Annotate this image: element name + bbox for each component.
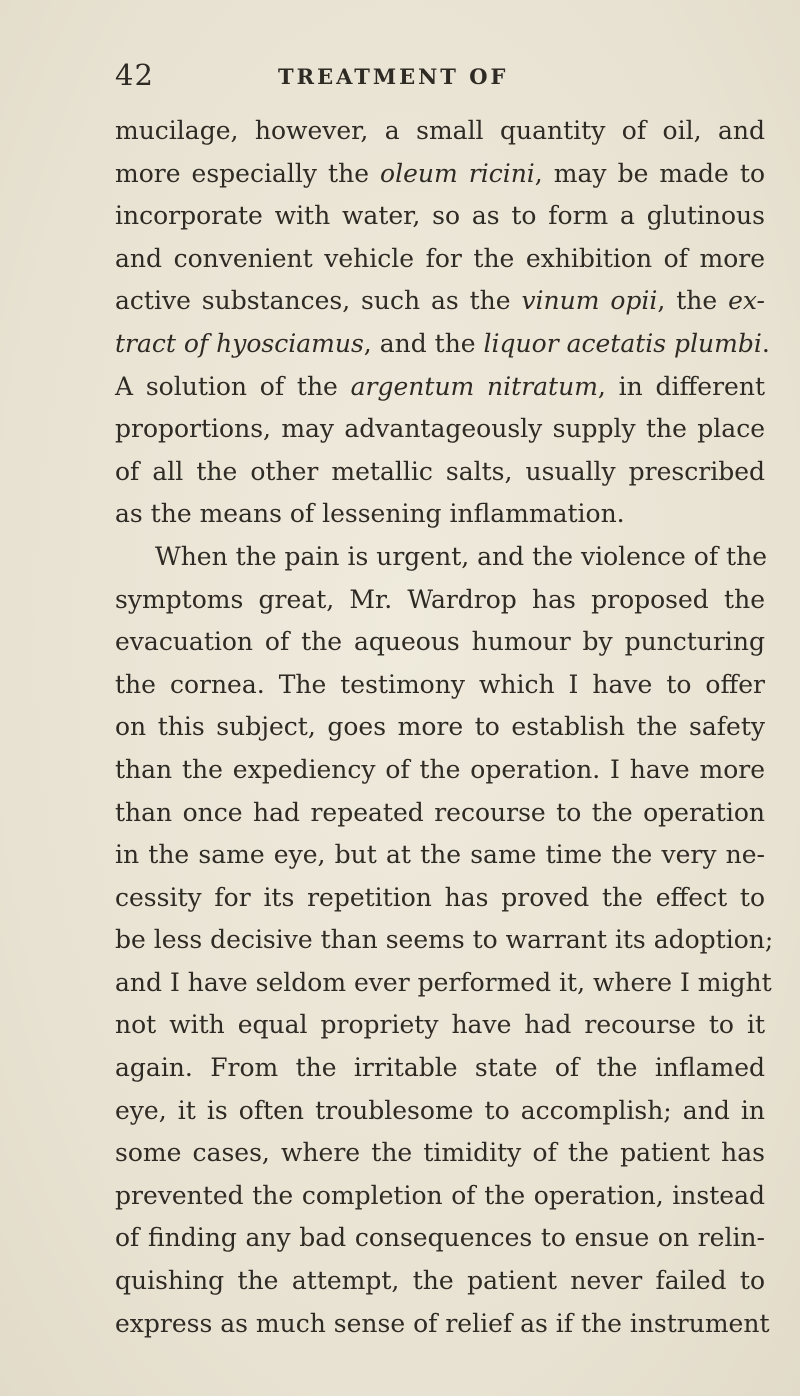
text-line: [115, 1260, 765, 1303]
text-line: [115, 1175, 765, 1218]
text-run: the cornea. The testimony which I have to offer: [115, 669, 765, 699]
italic-run: vinum opii: [521, 286, 658, 316]
italic-run: ex-: [728, 286, 765, 316]
text-run: prevented the completion of the operation, instead: [115, 1180, 765, 1210]
body-text: [115, 110, 774, 1345]
text-line: [115, 1132, 765, 1175]
text-run: evacuation of the aqueous humour by puncturing: [115, 627, 765, 657]
text-run: quishing the attempt, the patient never failed to: [115, 1266, 765, 1296]
text-run: as the means of lessening inflammation.: [115, 499, 625, 529]
text-run: active substances, such as the: [115, 286, 522, 316]
italic-run: oleum ricini: [380, 158, 535, 188]
text-line: [115, 493, 765, 536]
text-run: on this subject, goes more to establish the safety: [115, 712, 765, 742]
text-line: [115, 749, 765, 792]
text-line: [115, 877, 765, 920]
text-line: [115, 195, 765, 238]
text-line: [115, 834, 765, 877]
text-line: [115, 962, 772, 1005]
text-run: more especially the: [115, 158, 381, 188]
text-line: [115, 280, 765, 323]
text-run: mucilage, however, a small quantity of oil, and: [115, 116, 765, 145]
text-line: [115, 1303, 770, 1346]
page-number: 42: [115, 58, 154, 92]
text-line: [115, 664, 765, 707]
text-line: [115, 536, 765, 579]
text-line: [115, 110, 765, 153]
text-run: be less decisive than seems to warrant its adoption;: [115, 925, 774, 955]
text-line: [115, 919, 774, 962]
text-line: [115, 1090, 765, 1133]
italic-run: argentum nitratum: [350, 371, 598, 401]
text-line: [115, 153, 765, 196]
text-run: symptoms great, Mr. Wardrop has proposed the: [115, 584, 765, 614]
text-run: than the expediency of the operation. I have more: [115, 754, 765, 784]
italic-run: tract of hyosciamus: [115, 328, 364, 358]
text-run: A solution of the: [115, 371, 351, 401]
text-run: of all the other metallic salts, usually prescribed: [115, 456, 765, 486]
text-run: and I have seldom ever performed it, where I might: [115, 967, 772, 997]
text-run: , in different: [597, 371, 765, 401]
text-line: [115, 621, 765, 664]
text-run: some cases, where the timidity of the patient has: [115, 1138, 765, 1168]
text-line: [115, 792, 765, 835]
text-line: [115, 238, 765, 281]
text-run: express as much sense of relief as if the instrument: [115, 1308, 770, 1338]
text-line: [115, 706, 765, 749]
text-run: of finding any bad consequences to ensue on relin-: [115, 1223, 765, 1253]
text-line: [115, 366, 765, 409]
text-run: When the pain is urgent, and the violence of the: [155, 541, 767, 571]
running-head: TREATMENT OF: [278, 64, 509, 89]
text-run: , may be made to: [534, 158, 765, 188]
text-run: in the same eye, but at the same time the very ne-: [115, 840, 765, 870]
text-line: [115, 451, 765, 494]
text-run: , and the: [363, 328, 484, 358]
italic-run: liquor acetatis plumbi: [483, 328, 762, 358]
text-run: and convenient vehicle for the exhibition of more: [115, 243, 765, 273]
text-line: [115, 1217, 765, 1260]
text-run: .: [761, 328, 770, 358]
text-run: eye, it is often troublesome to accomplish; and in: [115, 1095, 765, 1125]
text-line: [115, 579, 765, 622]
text-run: , the: [657, 286, 729, 316]
text-run: not with equal propriety have had recourse to it: [115, 1010, 765, 1040]
text-run: proportions, may advantageously supply the place: [115, 414, 765, 444]
text-line: [115, 408, 765, 451]
page-header: [0, 58, 800, 98]
text-run: cessity for its repetition has proved the effect to: [115, 882, 765, 912]
text-line: [115, 323, 770, 366]
text-line: [115, 1004, 765, 1047]
text-run: incorporate with water, so as to form a glutinous: [115, 201, 765, 231]
text-run: again. From the irritable state of the inflamed: [115, 1053, 765, 1083]
text-run: than once had repeated recourse to the operation: [115, 797, 765, 827]
text-line: [115, 1047, 765, 1090]
